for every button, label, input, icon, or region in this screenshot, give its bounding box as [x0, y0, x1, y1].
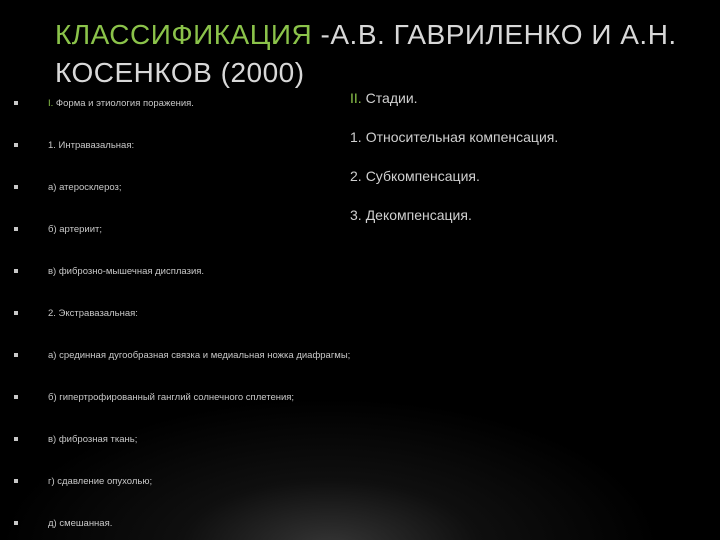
list-item-text: 2. Экстравазальная:: [48, 307, 138, 319]
slide-title-rest: -А.В. ГАВРИЛЕНКО И А.Н. КОСЕНКОВ (2000): [55, 19, 677, 88]
bullet-icon: [14, 143, 18, 147]
list-item-text: б) гипертрофированный ганглий солнечного сплетения;: [48, 391, 295, 403]
list-item-number: 1.: [350, 129, 362, 145]
list-item: [350, 129, 690, 168]
list-item-number: I.: [48, 97, 54, 109]
bullet-icon: [14, 311, 18, 315]
list-item-number: 3.: [350, 207, 362, 223]
list-item-text: Декомпенсация.: [365, 207, 472, 223]
list-item-number: 2.: [350, 168, 362, 184]
list-item: [0, 460, 440, 502]
list-item-text: б) артериит;: [48, 223, 103, 235]
list-item-text: в) фиброзно-мышечная дисплазия.: [48, 265, 205, 277]
list-item: [0, 502, 440, 540]
bullet-icon: [14, 521, 18, 525]
list-item: [350, 207, 690, 246]
list-item: [0, 376, 440, 418]
list-item: [350, 90, 690, 129]
bullet-icon: [14, 185, 18, 189]
bullet-icon: [14, 353, 18, 357]
list-item-text: Субкомпенсация.: [365, 168, 480, 184]
bullet-icon: [14, 437, 18, 441]
list-item: [0, 334, 440, 376]
bullet-icon: [14, 227, 18, 231]
bullet-icon: [14, 269, 18, 273]
bullet-icon: [14, 479, 18, 483]
list-item: [0, 292, 440, 334]
list-item: [0, 418, 440, 460]
list-item: [0, 250, 440, 292]
classification-list-stages: [350, 90, 690, 246]
slide-title-accent: КЛАССИФИКАЦИЯ: [55, 19, 313, 50]
list-item-text: Форма и этиология поражения.: [55, 97, 194, 109]
bullet-icon: [14, 101, 18, 105]
list-item-text: в) фиброзная ткань;: [48, 433, 138, 445]
list-item-text: а) срединная дугообразная связка и медиальная ножка диафрагмы;: [48, 349, 351, 361]
list-item-text: 1. Интравазальная:: [48, 139, 135, 151]
list-item: [350, 168, 690, 207]
slide-title: [55, 16, 705, 92]
list-item-number: II.: [350, 90, 362, 106]
list-item-text: Относительная компенсация.: [365, 129, 559, 145]
list-item-text: а) атеросклероз;: [48, 181, 122, 193]
list-item-text: д) смешанная.: [48, 517, 113, 529]
list-item-text: Стадии.: [365, 90, 418, 106]
list-item-text: г) сдавление опухолью;: [48, 475, 153, 487]
bullet-icon: [14, 395, 18, 399]
